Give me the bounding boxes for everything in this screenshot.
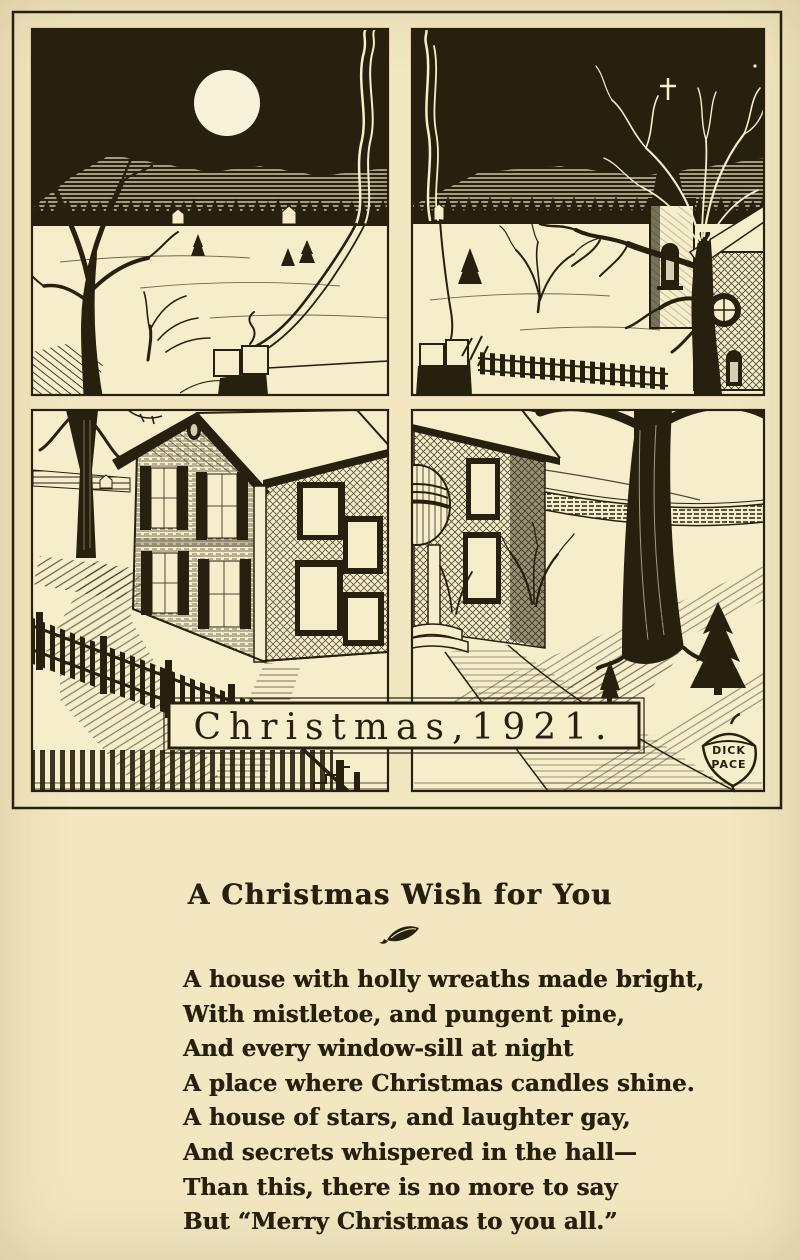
porch-column <box>428 545 440 625</box>
bottom-hatch <box>33 780 387 791</box>
full-moon <box>194 70 260 136</box>
poem-section <box>0 836 800 1240</box>
star <box>753 64 756 67</box>
title-banner <box>164 698 644 753</box>
poem-line: A house with holly wreaths made bright, <box>183 966 705 993</box>
signature-line1: DICK <box>712 744 746 757</box>
poem-line: With mistletoe, and pungent pine, <box>183 1000 625 1028</box>
banner-text: Christmas,1921. <box>193 707 615 748</box>
poem-line: And every window-sill at night <box>183 1035 574 1063</box>
panel-moonlit-snowfield <box>20 29 388 395</box>
corner-board <box>254 486 266 662</box>
upper-window <box>471 464 495 514</box>
panel-tree-and-church <box>412 29 768 395</box>
poem-line: But “Merry Christmas to you all.” <box>183 1208 618 1236</box>
distant-house <box>434 204 444 220</box>
poem-title: A Christmas Wish for You <box>187 878 613 911</box>
poem-line: And secrets whispered in the hall— <box>183 1138 637 1166</box>
poem-body <box>183 963 800 1240</box>
poem-line: A place where Christmas candles shine. <box>183 1069 695 1097</box>
signature-line2: PACE <box>711 758 747 771</box>
poem-line: A house of stars, and laughter gay, <box>183 1104 631 1132</box>
holly-leaf-icon <box>379 921 421 947</box>
bottom-hatch <box>414 778 762 791</box>
lower-window <box>468 538 496 598</box>
poem-line: Than this, there is no more to say <box>183 1173 618 1201</box>
